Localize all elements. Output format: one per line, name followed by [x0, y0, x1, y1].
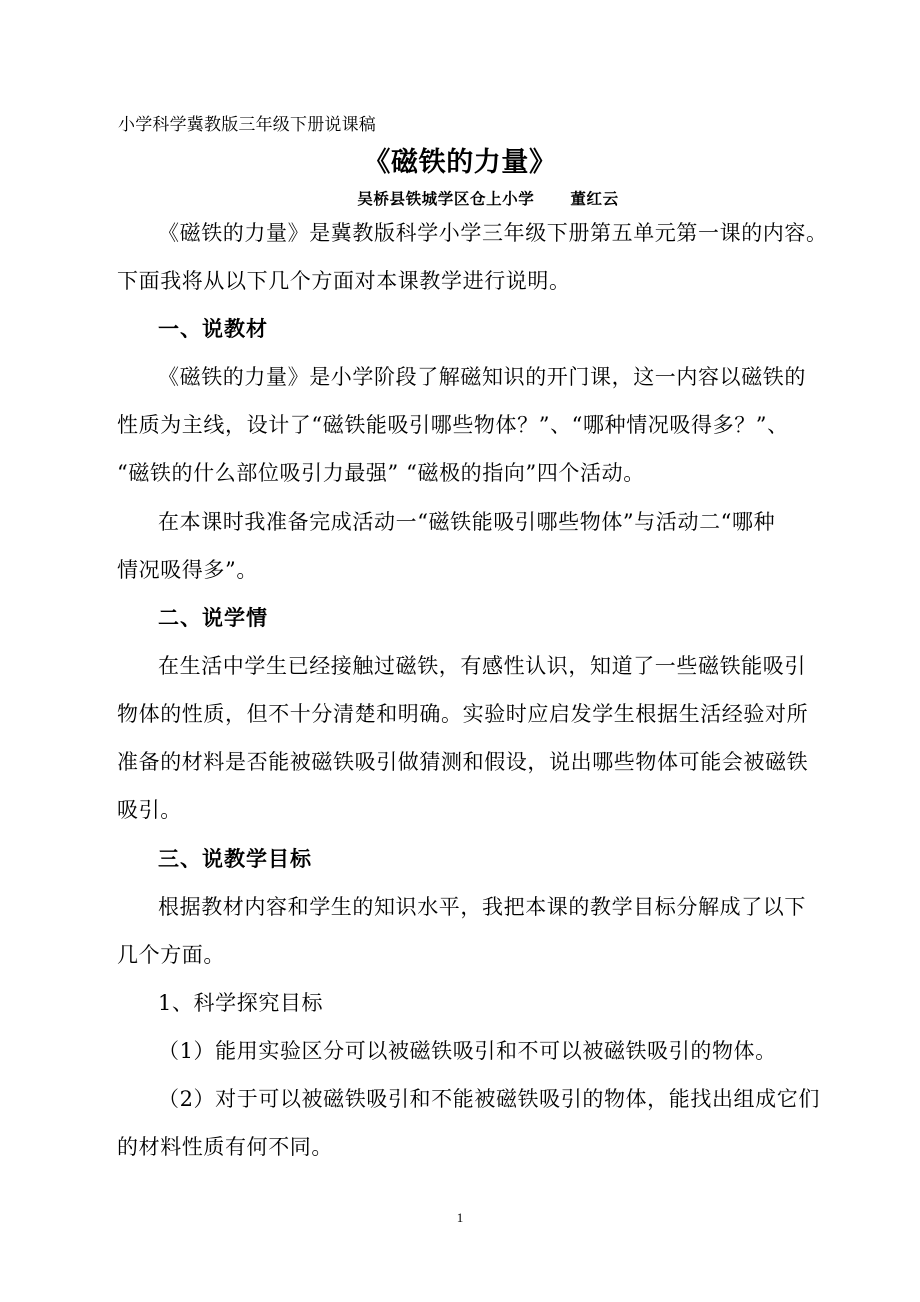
paragraph-line: 的材料性质有何不同。	[117, 1135, 333, 1159]
paragraph-line: 物体的性质，但不十分清楚和明确。实验时应启发学生根据生活经验对所	[117, 702, 809, 726]
section-heading: 二、说学情	[158, 606, 268, 630]
document-title: 《磁铁的力量》	[363, 147, 557, 178]
paragraph-line: 情况吸得多”。	[117, 558, 258, 582]
paragraph-line: 在本课时我准备完成活动一“磁铁能吸引哪些物体”与活动二“哪种	[158, 510, 776, 534]
paragraph-line: 在生活中学生已经接触过磁铁，有感性认识，知道了一些磁铁能吸引	[158, 654, 806, 678]
author-name: 董红云	[570, 190, 619, 208]
subsection-heading: 1、科学探究目标	[158, 991, 324, 1015]
paragraph-line: 根据教材内容和学生的知识水平，我把本课的教学目标分解成了以下	[158, 895, 806, 919]
paragraph-line: 性质为主线，设计了“磁铁能吸引哪些物体？”、“哪种情况吸得多？”、	[117, 413, 789, 437]
section-heading: 一、说教材	[158, 317, 268, 341]
author-line	[0, 186, 920, 212]
paragraph-line: 《磁铁的力量》是小学阶段了解磁知识的开门课，这一内容以磁铁的	[158, 365, 806, 389]
section-heading: 三、说教学目标	[158, 847, 312, 871]
paragraph-line: 准备的材料是否能被磁铁吸引做猜测和假设，说出哪些物体可能会被磁铁	[117, 750, 809, 774]
page-number: 1	[456, 1210, 464, 1225]
paragraph-line: “磁铁的什么部位吸引力最强” “磁极的指向”四个活动。	[117, 461, 645, 485]
paragraph-line: （2）对于可以被磁铁吸引和不能被磁铁吸引的物体，能找出组成它们	[158, 1087, 820, 1111]
paragraph-line: 吸引。	[117, 798, 182, 822]
author-school: 吴桥县铁城学区仓上小学	[357, 190, 535, 208]
document-header: 小学科学冀教版三年级下册说课稿	[118, 115, 376, 135]
paragraph-line: 《磁铁的力量》是冀教版科学小学三年级下册第五单元第一课的内容。	[158, 221, 828, 245]
paragraph-line: 下面我将从以下几个方面对本课教学进行说明。	[117, 269, 571, 293]
paragraph-line: 几个方面。	[117, 943, 225, 967]
paragraph-line: （1）能用实验区分可以被磁铁吸引和不可以被磁铁吸引的物体。	[158, 1039, 777, 1063]
